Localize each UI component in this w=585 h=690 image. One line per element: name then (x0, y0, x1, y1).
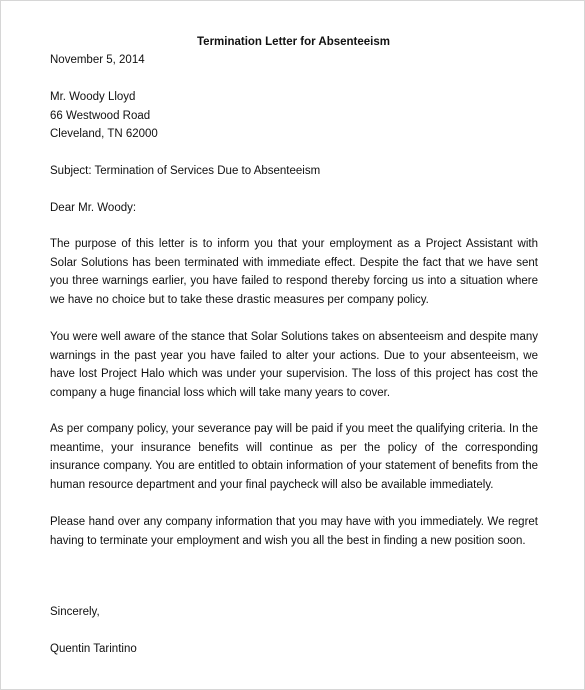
body-paragraph-1: The purpose of this letter is to inform you that your employment as a Project Assistant with Solar Solutions has been terminated with immediate effect. Despite the fact that we have sent you three warnings earlier, you have failed to respond thereby forcing us into a situation where we have no choice but to take these drastic measures per company policy. (50, 238, 538, 306)
letter-date: November 5, 2014 (50, 54, 145, 66)
body-paragraph-3: As per company policy, your severance pay will be paid if you meet the qualifying criteria. In the meantime, your insurance benefits will continue as per the policy of the corresponding insurance company. You are entitled to obtain information of your statement of benefits from the human resource department and your final paycheck will also be available immediately. (50, 423, 538, 491)
letter-signature: Quentin Tarintino (50, 643, 137, 655)
letter-salutation: Dear Mr. Woody: (50, 202, 137, 214)
recipient-name: Mr. Woody Lloyd (50, 91, 136, 103)
body-paragraph-4: Please hand over any company information that you may have with you immediately. We regret having to terminate your employment and wish you all the best in finding a new position soon. (50, 516, 538, 547)
body-paragraph-2: You were well aware of the stance that Solar Solutions takes on absenteeism and despite many warnings in the past year you have failed to alter your actions. Due to your absenteeism, we have lost Project Halo which was under your supervision. The loss of this project has cost the company a huge financial loss which will take many years to cover. (50, 331, 538, 399)
letter-closing: Sincerely, (50, 606, 100, 618)
recipient-street: 66 Westwood Road (50, 110, 151, 122)
letter-title: Termination Letter for Absenteeism (197, 36, 390, 48)
recipient-city: Cleveland, TN 62000 (50, 128, 158, 140)
letter-subject: Subject: Termination of Services Due to Absenteeism (50, 165, 321, 177)
